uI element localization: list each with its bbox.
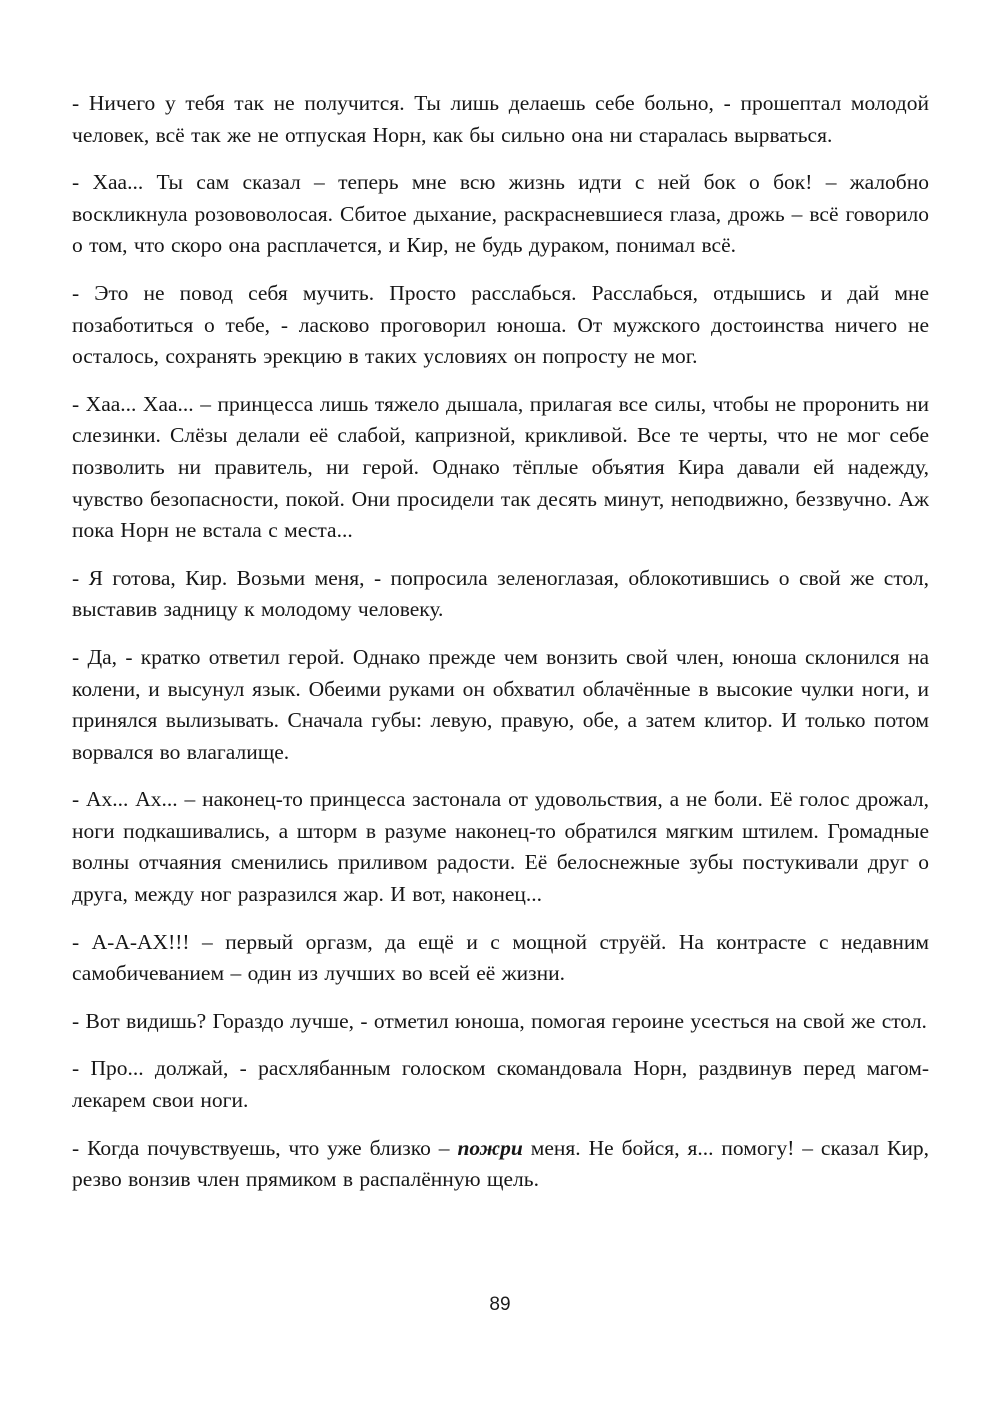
paragraph: - Ничего у тебя так не получится. Ты лишь делаешь себе больно, - прошептал молодой человек, всё так же не отпуская Норн, как бы сильно она ни старалась вырваться.	[72, 91, 929, 147]
paragraph: - Хаа... Хаа... – принцесса лишь тяжело дышала, прилагая все силы, чтобы не проронить ни слезинки. Слёзы делали её слабой, капризной, крикливой. Все те черты, что не мог себе позволить ни правитель, ни герой. Однако тёплые объятия Кира давали ей надежду, чувство безопасности, покой. Они просидели так десять минут, неподвижно, беззвучно. Аж пока Норн не встала с места...	[72, 391, 929, 543]
paragraph	[72, 1133, 929, 1196]
page-number: 89	[489, 1294, 511, 1315]
paragraph: - Вот видишь? Гораздо лучше, - отметил юноша, помогая героине усесться на свой же стол.	[72, 1008, 927, 1033]
paragraph: - Ах... Ах... – наконец-то принцесса застонала от удовольствия, а не боли. Её голос дрожал, ноги подкашивались, а шторм в разуме наконец-то обратился мягким штилем. Громадные волны отчаяния сменились приливом радости. Её белоснежные зубы постукивали друг о друга, между ног разразился жар. И вот, наконец...	[72, 787, 929, 907]
paragraph: - А-А-АХ!!! – первый оргазм, да ещё и с мощной струёй. На контрасте с недавним самобичеванием – один из лучших во всей её жизни.	[72, 929, 929, 986]
paragraph-text: - Когда почувствуешь, что уже близко –	[72, 1135, 458, 1160]
paragraph: - Про... должай, - расхлябанным голоском скомандовала Норн, раздвинув перед магом-лекарем свои ноги.	[72, 1056, 929, 1113]
paragraph: - Я готова, Кир. Возьми меня, - попросила зеленоглазая, облокотившись о свой же стол, выставив задницу к молодому человеку.	[72, 565, 929, 622]
paragraph: - Это не повод себя мучить. Просто расслабься. Расслабься, отдышись и дай мне позаботиться о тебе, - ласково проговорил юноша. От мужского достоинства ничего не осталось, сохранять эрекцию в таких условиях он попросту не мог.	[72, 280, 929, 369]
paragraph: - Да, - кратко ответил герой. Однако прежде чем вонзить свой член, юноша склонился на колени, и высунул язык. Обеими руками он обхватил облачённые в высокие чулки ноги, и принялся вылизывать. Сначала губы: левую, правую, обе, а затем клитор. И только потом ворвался во влагалище.	[72, 644, 929, 764]
text-block	[72, 88, 929, 1196]
paragraph-text: меня. Не бойся, я... помогу! – сказал Кир, резво вонзив член прямиком в распалённую щель.	[72, 1135, 929, 1192]
emphasized-word: пожри	[457, 1135, 523, 1160]
paragraph: - Хаа... Ты сам сказал – теперь мне всю жизнь идти с ней бок о бок! – жалобно воскликнула розововолосая. Сбитое дыхание, раскрасневшиеся глаза, дрожь – всё говорило о том, что скоро она расплачется, и Кир, не будь дураком, понимал всё.	[72, 170, 929, 258]
